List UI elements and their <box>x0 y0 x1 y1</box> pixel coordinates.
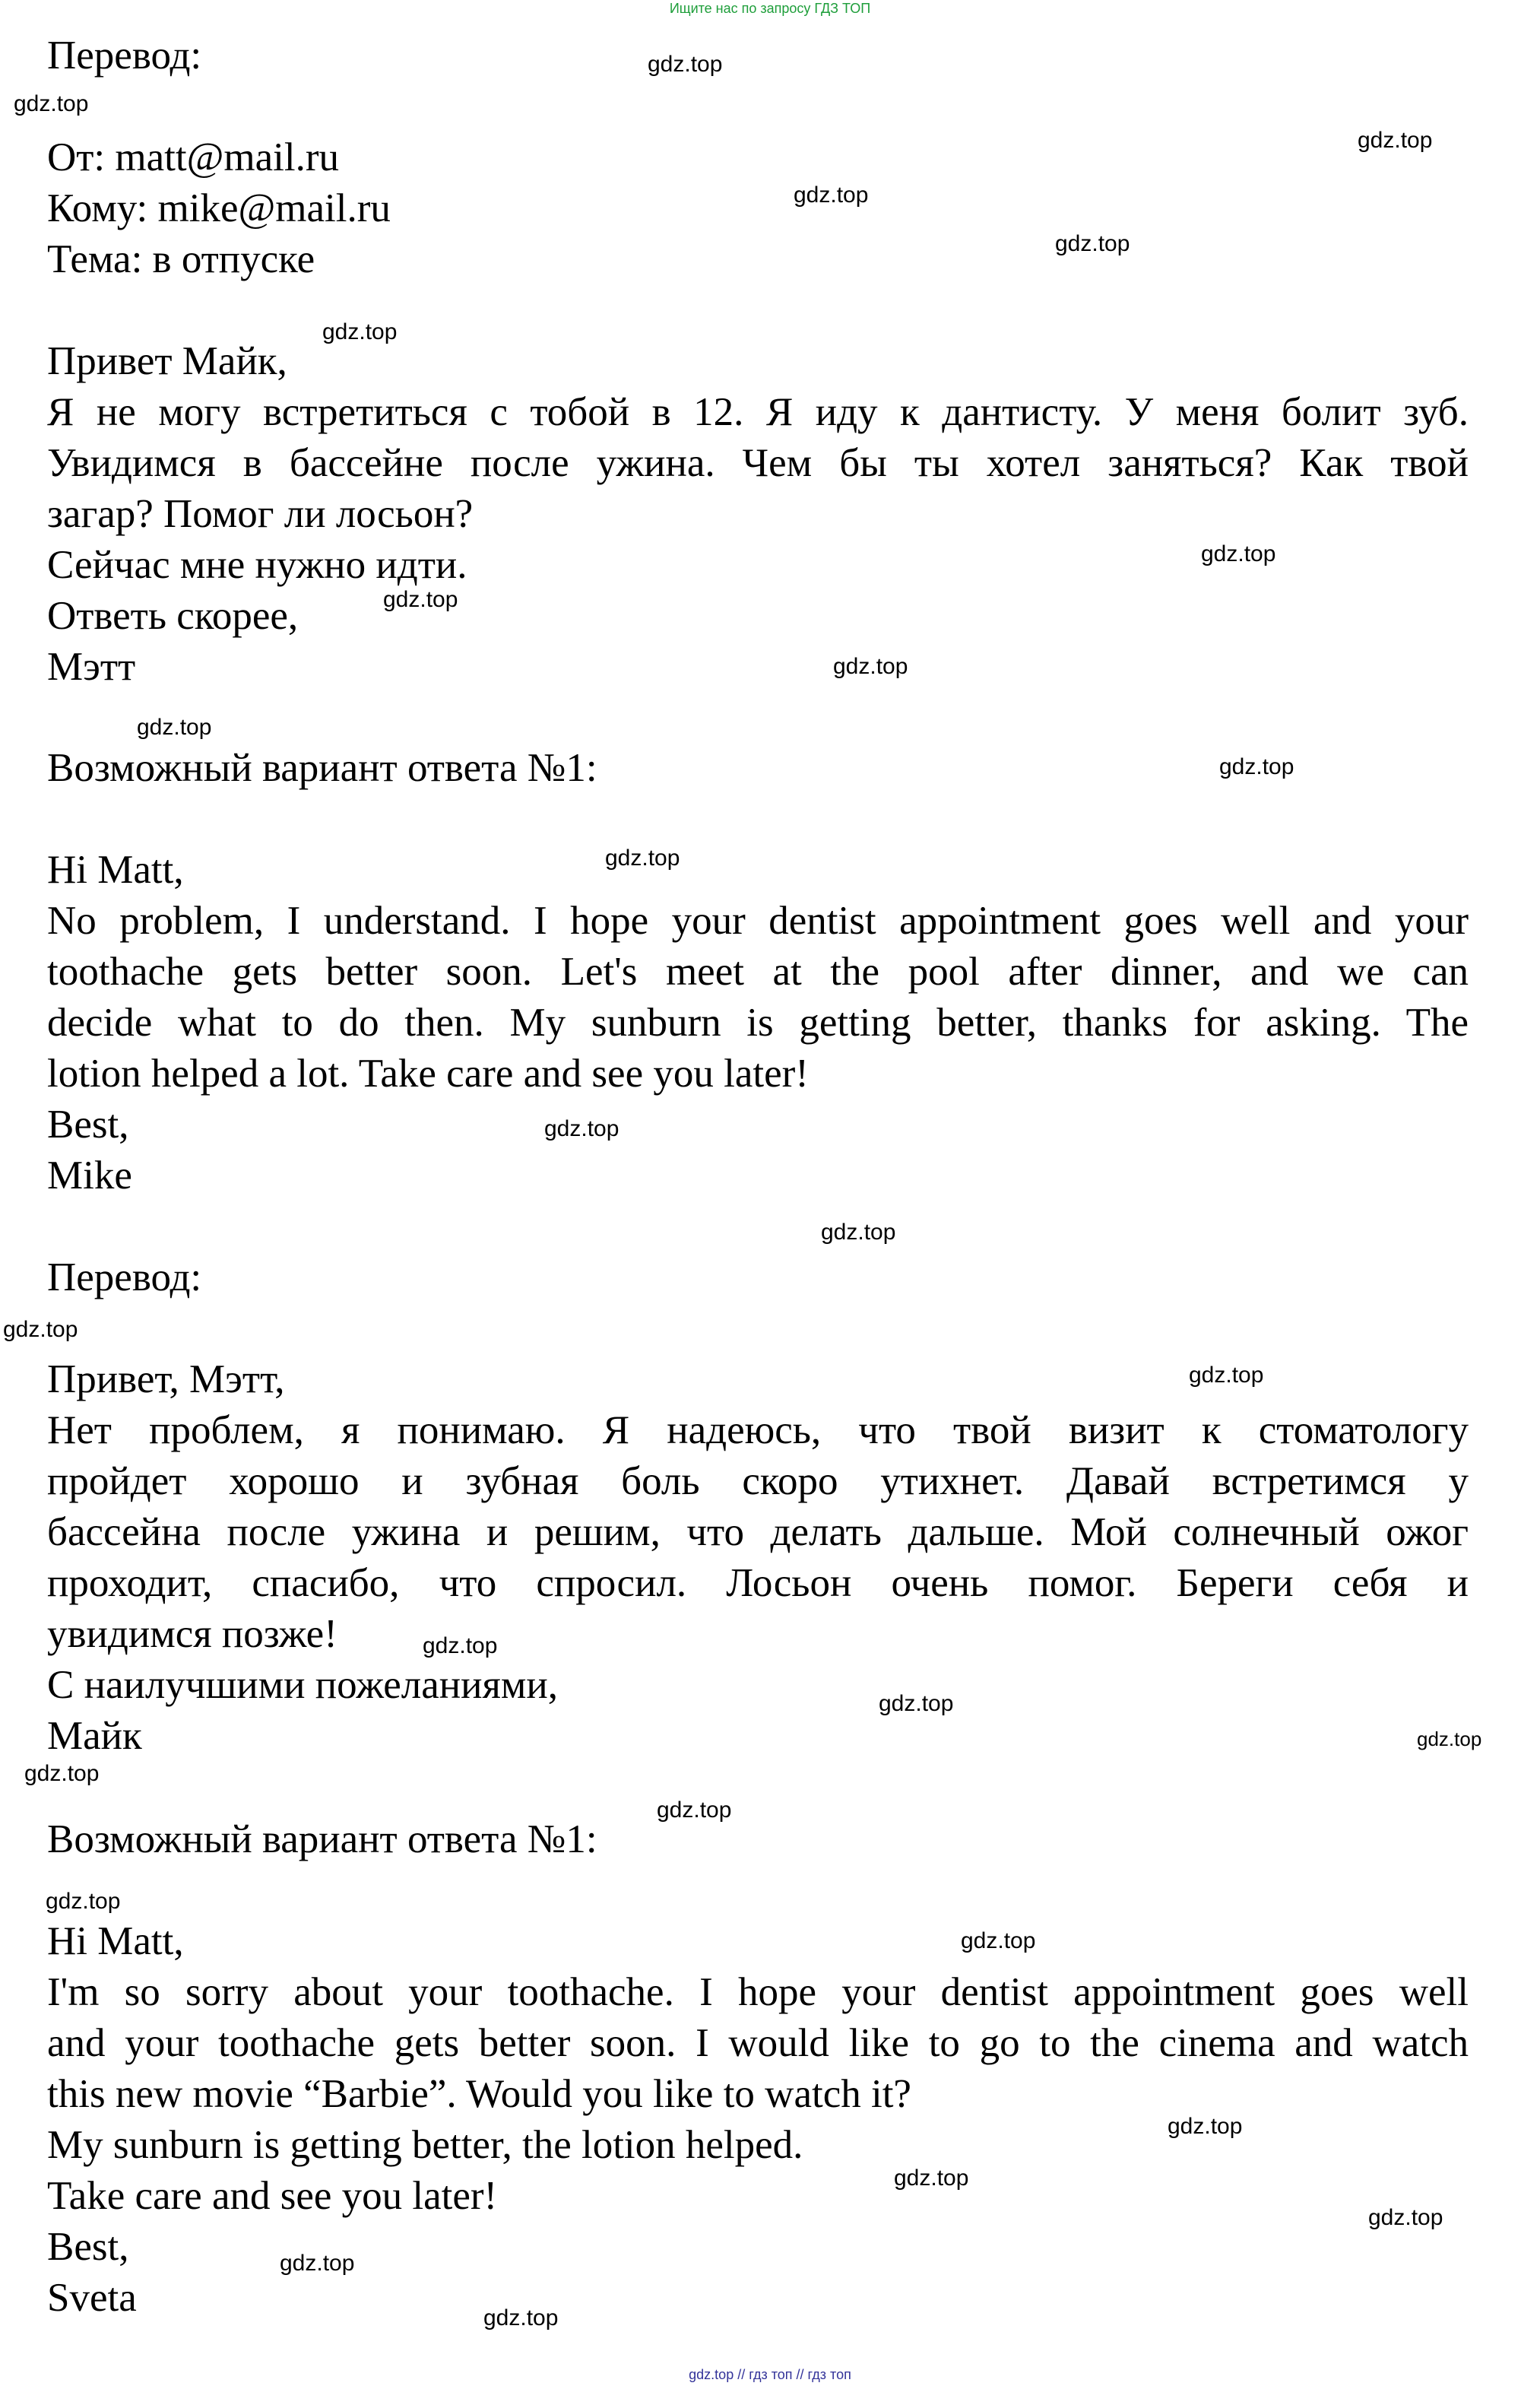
watermark: gdz.top <box>1368 2205 1443 2230</box>
watermark: gdz.top <box>879 1691 954 1716</box>
watermark: gdz.top <box>961 1928 1036 1953</box>
body-line: I'm so sorry about your toothache. I hope your dentist appointment goes well <box>47 1970 1469 2014</box>
email-from: От: matt@mail.ru <box>47 135 340 179</box>
watermark: gdz.top <box>423 1633 498 1658</box>
watermark: gdz.top <box>14 91 89 116</box>
email-greeting: Привет, Мэтт, <box>47 1357 285 1401</box>
body-line: Нет проблем, я понимаю. Я надеюсь, что твой визит к стоматологу <box>47 1408 1469 1452</box>
body-line: проходит, спасибо, что спросил. Лосьон очень помог. Береги себя и <box>47 1561 1469 1605</box>
body-line: Я не могу встретиться с тобой в 12. Я иду к дантисту. У меня болит зуб. <box>47 390 1469 434</box>
watermark: gdz.top <box>1219 754 1294 779</box>
body-line: this new movie “Barbie”. Would you like to watch it? <box>47 2072 911 2116</box>
watermark: gdz.top <box>821 1220 896 1245</box>
watermark: gdz.top <box>1168 2114 1243 2139</box>
body-line: пройдет хорошо и зубная боль скоро утихнет. Давай встретимся у <box>47 1459 1469 1503</box>
email-greeting: Hi Matt, <box>47 848 184 892</box>
body-line: загар? Помог ли лосьон? <box>47 492 474 536</box>
watermark: gdz.top <box>322 319 398 344</box>
section-answer-2 <box>47 1814 1469 1865</box>
watermark: gdz.top <box>483 2305 559 2330</box>
watermark: gdz.top <box>46 1889 121 1914</box>
watermark: gdz.top <box>605 846 680 871</box>
watermark: gdz.top <box>3 1317 78 1342</box>
body-line: decide what to do then. My sunburn is getting better, thanks for asking. The <box>47 1001 1469 1045</box>
email-subject: Тема: в отпуске <box>47 237 315 281</box>
watermark: gdz.top <box>833 654 908 679</box>
watermark: gdz.top <box>544 1116 619 1141</box>
email-signoff: Best, <box>47 1103 129 1147</box>
email-to: Кому: mike@mail.ru <box>47 186 391 230</box>
email-greeting: Привет Майк, <box>47 339 287 383</box>
watermark: gdz.top <box>1201 541 1276 566</box>
watermark: gdz.top <box>137 715 212 740</box>
email-signoff: Ответь скорее, <box>47 594 299 638</box>
body-line: and your toothache gets better soon. I would like to go to the cinema and watch <box>47 2021 1469 2065</box>
section-heading: Перевод: <box>47 33 202 78</box>
email-signature: Мэтт <box>47 645 136 689</box>
email-signoff: С наилучшими пожеланиями, <box>47 1663 558 1707</box>
section-translation-1 <box>47 30 1469 81</box>
body-line: No problem, I understand. I hope your dentist appointment goes well and your <box>47 899 1469 943</box>
body-line: Увидимся в бассейне после ужина. Чем бы ты хотел заняться? Как твой <box>47 441 1469 485</box>
watermark: gdz.top <box>894 2165 969 2191</box>
email-signature: Mike <box>47 1153 132 1198</box>
answer-body-2 <box>47 1916 1469 2324</box>
body-line: lotion helped a lot. Take care and see you later! <box>47 1052 809 1096</box>
email-signoff: Best, <box>47 2225 129 2269</box>
section-heading: Возможный вариант ответа №1: <box>47 1817 597 1861</box>
email-body-1 <box>47 336 1469 693</box>
email-signature: Sveta <box>47 2276 137 2320</box>
watermark: gdz.top <box>24 1761 100 1786</box>
email-header <box>47 132 1469 285</box>
body-line: Take care and see you later! <box>47 2174 498 2218</box>
section-heading: Возможный вариант ответа №1: <box>47 746 597 790</box>
body-line: My sunburn is getting better, the lotion helped. <box>47 2123 803 2167</box>
body-line: Сейчас мне нужно идти. <box>47 543 467 587</box>
watermark: gdz.top <box>1417 1728 1482 1750</box>
section-translation-2 <box>47 1252 1469 1303</box>
watermark: gdz.top <box>1189 1363 1264 1388</box>
top-banner: Ищите нас по запросу ГДЗ ТОП <box>669 1 871 16</box>
answer-body-1 <box>47 845 1469 1201</box>
body-line: увидимся позже! <box>47 1612 337 1656</box>
watermark: gdz.top <box>648 52 723 77</box>
body-line: бассейна после ужина и решим, что делать дальше. Мой солнечный ожог <box>47 1510 1469 1554</box>
watermark: gdz.top <box>657 1797 732 1823</box>
watermark: gdz.top <box>1358 128 1433 153</box>
email-signature: Майк <box>47 1714 142 1758</box>
watermark: gdz.top <box>1055 231 1130 256</box>
email-greeting: Hi Matt, <box>47 1919 184 1963</box>
body-line: toothache gets better soon. Let's meet at the pool after dinner, and we can <box>47 950 1469 994</box>
watermark: gdz.top <box>794 182 869 208</box>
watermark: gdz.top <box>280 2251 355 2276</box>
footer-links: gdz.top // гдз топ // гдз топ <box>689 2367 851 2382</box>
section-heading: Перевод: <box>47 1255 202 1299</box>
translation-body-2 <box>47 1354 1469 1762</box>
watermark: gdz.top <box>383 587 458 612</box>
